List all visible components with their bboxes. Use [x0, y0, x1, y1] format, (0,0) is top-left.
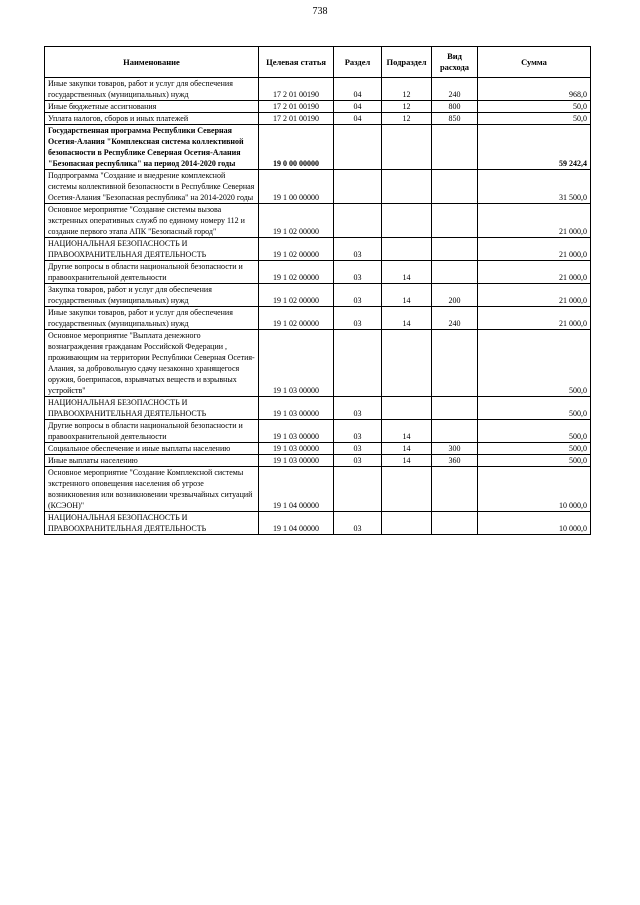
row-target-article: 19 1 03 00000 — [259, 420, 334, 443]
row-sum: 50,0 — [478, 101, 591, 113]
row-subsection: 12 — [382, 113, 432, 125]
row-sum: 21 000,0 — [478, 284, 591, 307]
header-expense-type: Вид расхода — [432, 47, 478, 78]
row-subsection — [382, 467, 432, 512]
row-section — [334, 467, 382, 512]
row-sum: 59 242,4 — [478, 125, 591, 170]
row-subsection: 14 — [382, 443, 432, 455]
row-sum: 21 000,0 — [478, 204, 591, 238]
row-expense-type — [432, 125, 478, 170]
row-target-article: 19 1 02 00000 — [259, 238, 334, 261]
row-section: 03 — [334, 261, 382, 284]
table-body — [45, 78, 591, 535]
table-row — [45, 443, 591, 455]
row-sum: 500,0 — [478, 443, 591, 455]
row-expense-type — [432, 397, 478, 420]
row-expense-type: 360 — [432, 455, 478, 467]
row-section: 04 — [334, 101, 382, 113]
row-name: Закупка товаров, работ и услуг для обеспечения государственных (муниципальных) нужд — [45, 284, 259, 307]
row-subsection — [382, 397, 432, 420]
row-section — [334, 204, 382, 238]
row-expense-type: 850 — [432, 113, 478, 125]
row-target-article: 19 1 02 00000 — [259, 261, 334, 284]
budget-table — [44, 46, 591, 535]
header-section: Раздел — [334, 47, 382, 78]
row-expense-type: 800 — [432, 101, 478, 113]
row-subsection — [382, 204, 432, 238]
row-sum: 10 000,0 — [478, 467, 591, 512]
table-row — [45, 125, 591, 170]
row-section: 03 — [334, 512, 382, 535]
row-section: 03 — [334, 443, 382, 455]
row-target-article: 19 1 02 00000 — [259, 284, 334, 307]
row-sum: 21 000,0 — [478, 307, 591, 330]
table-row — [45, 113, 591, 125]
row-section — [334, 330, 382, 397]
row-expense-type — [432, 261, 478, 284]
table-row — [45, 238, 591, 261]
row-sum: 500,0 — [478, 455, 591, 467]
row-name: Иные выплаты населению — [45, 455, 259, 467]
row-name: Иные закупки товаров, работ и услуг для обеспечения государственных (муниципальных) нужд — [45, 78, 259, 101]
row-subsection: 14 — [382, 307, 432, 330]
row-expense-type — [432, 467, 478, 512]
row-expense-type: 200 — [432, 284, 478, 307]
row-expense-type — [432, 330, 478, 397]
row-name: Социальное обеспечение и иные выплаты населению — [45, 443, 259, 455]
header-name: Наименование — [45, 47, 259, 78]
header-sum: Сумма — [478, 47, 591, 78]
row-target-article: 19 1 03 00000 — [259, 330, 334, 397]
row-expense-type — [432, 204, 478, 238]
row-target-article: 19 1 03 00000 — [259, 443, 334, 455]
row-section: 03 — [334, 420, 382, 443]
row-target-article: 19 1 00 00000 — [259, 170, 334, 204]
row-expense-type: 240 — [432, 78, 478, 101]
row-sum: 968,0 — [478, 78, 591, 101]
row-expense-type — [432, 420, 478, 443]
row-name: НАЦИОНАЛЬНАЯ БЕЗОПАСНОСТЬ И ПРАВООХРАНИТЕЛЬНАЯ ДЕЯТЕЛЬНОСТЬ — [45, 512, 259, 535]
table-row — [45, 420, 591, 443]
row-name: Уплата налогов, сборов и иных платежей — [45, 113, 259, 125]
row-expense-type — [432, 238, 478, 261]
table-row — [45, 330, 591, 397]
row-target-article: 19 1 04 00000 — [259, 512, 334, 535]
row-subsection — [382, 238, 432, 261]
row-target-article: 19 1 03 00000 — [259, 455, 334, 467]
row-name: Основное мероприятие "Выплата денежного вознаграждения гражданам Российской Федерации , проживающим на территории Республики Северная Осетия-Алания, за добровольную сдачу незаконно хранящегося оружия, боеприпасов, взрывчатых веществ и взрывных устройств" — [45, 330, 259, 397]
row-section: 03 — [334, 238, 382, 261]
table-row — [45, 78, 591, 101]
row-expense-type — [432, 170, 478, 204]
row-expense-type — [432, 512, 478, 535]
row-section — [334, 125, 382, 170]
row-target-article: 19 0 00 00000 — [259, 125, 334, 170]
row-expense-type: 240 — [432, 307, 478, 330]
row-name: НАЦИОНАЛЬНАЯ БЕЗОПАСНОСТЬ И ПРАВООХРАНИТЕЛЬНАЯ ДЕЯТЕЛЬНОСТЬ — [45, 238, 259, 261]
row-sum: 31 500,0 — [478, 170, 591, 204]
row-sum: 500,0 — [478, 420, 591, 443]
table-row — [45, 397, 591, 420]
row-name: Основное мероприятие "Создание Комплексной системы экстренного оповещения населения об угрозе возникновения или возникновении чрезвычайных ситуаций (КСЭОН)" — [45, 467, 259, 512]
table-row — [45, 512, 591, 535]
table-header-row — [45, 47, 591, 78]
row-subsection: 14 — [382, 284, 432, 307]
row-name: Другие вопросы в области национальной безопасности и правоохранительной деятельности — [45, 261, 259, 284]
row-subsection — [382, 170, 432, 204]
row-name: Другие вопросы в области национальной безопасности и правоохранительной деятельности — [45, 420, 259, 443]
row-target-article: 19 1 03 00000 — [259, 397, 334, 420]
row-target-article: 17 2 01 00190 — [259, 113, 334, 125]
page-number: 738 — [312, 6, 328, 17]
row-section: 04 — [334, 113, 382, 125]
row-subsection: 14 — [382, 455, 432, 467]
row-subsection — [382, 512, 432, 535]
row-subsection: 12 — [382, 101, 432, 113]
row-section: 03 — [334, 284, 382, 307]
row-sum: 50,0 — [478, 113, 591, 125]
row-section: 04 — [334, 78, 382, 101]
header-target-article: Целевая статья — [259, 47, 334, 78]
row-sum: 21 000,0 — [478, 261, 591, 284]
table-row — [45, 204, 591, 238]
row-sum: 500,0 — [478, 397, 591, 420]
table-row — [45, 261, 591, 284]
table-row — [45, 455, 591, 467]
row-name: Подпрограмма "Создание и внедрение комплексной системы коллективной безопасности в Республике Северная Осетия-Алания "Безопасная республика" на 2014-2020 годы — [45, 170, 259, 204]
table-row — [45, 307, 591, 330]
row-expense-type: 300 — [432, 443, 478, 455]
row-name: Государственная программа Республики Северная Осетия-Алания "Комплексная система коллективной безопасности в Республике Северная Осетия-Алания "Безопасная республика" на период 2014-2020 годы — [45, 125, 259, 170]
row-subsection — [382, 330, 432, 397]
table-row — [45, 101, 591, 113]
table-row — [45, 467, 591, 512]
row-target-article: 19 1 04 00000 — [259, 467, 334, 512]
row-target-article: 19 1 02 00000 — [259, 307, 334, 330]
row-name: Иные бюджетные ассигнования — [45, 101, 259, 113]
header-subsection: Подраздел — [382, 47, 432, 78]
row-target-article: 17 2 01 00190 — [259, 78, 334, 101]
row-target-article: 19 1 02 00000 — [259, 204, 334, 238]
row-subsection: 14 — [382, 261, 432, 284]
row-name: Основное мероприятие "Создание системы вызова экстренных оперативных служб по единому номеру 112 и создание первого этапа АПК "Безопасный город" — [45, 204, 259, 238]
row-sum: 500,0 — [478, 330, 591, 397]
table-row — [45, 284, 591, 307]
row-target-article: 17 2 01 00190 — [259, 101, 334, 113]
row-sum: 21 000,0 — [478, 238, 591, 261]
row-section: 03 — [334, 397, 382, 420]
row-section — [334, 170, 382, 204]
table-row — [45, 170, 591, 204]
row-name: Иные закупки товаров, работ и услуг для обеспечения государственных (муниципальных) нужд — [45, 307, 259, 330]
row-section: 03 — [334, 455, 382, 467]
row-subsection — [382, 125, 432, 170]
row-subsection: 14 — [382, 420, 432, 443]
row-subsection: 12 — [382, 78, 432, 101]
row-name: НАЦИОНАЛЬНАЯ БЕЗОПАСНОСТЬ И ПРАВООХРАНИТЕЛЬНАЯ ДЕЯТЕЛЬНОСТЬ — [45, 397, 259, 420]
row-sum: 10 000,0 — [478, 512, 591, 535]
row-section: 03 — [334, 307, 382, 330]
